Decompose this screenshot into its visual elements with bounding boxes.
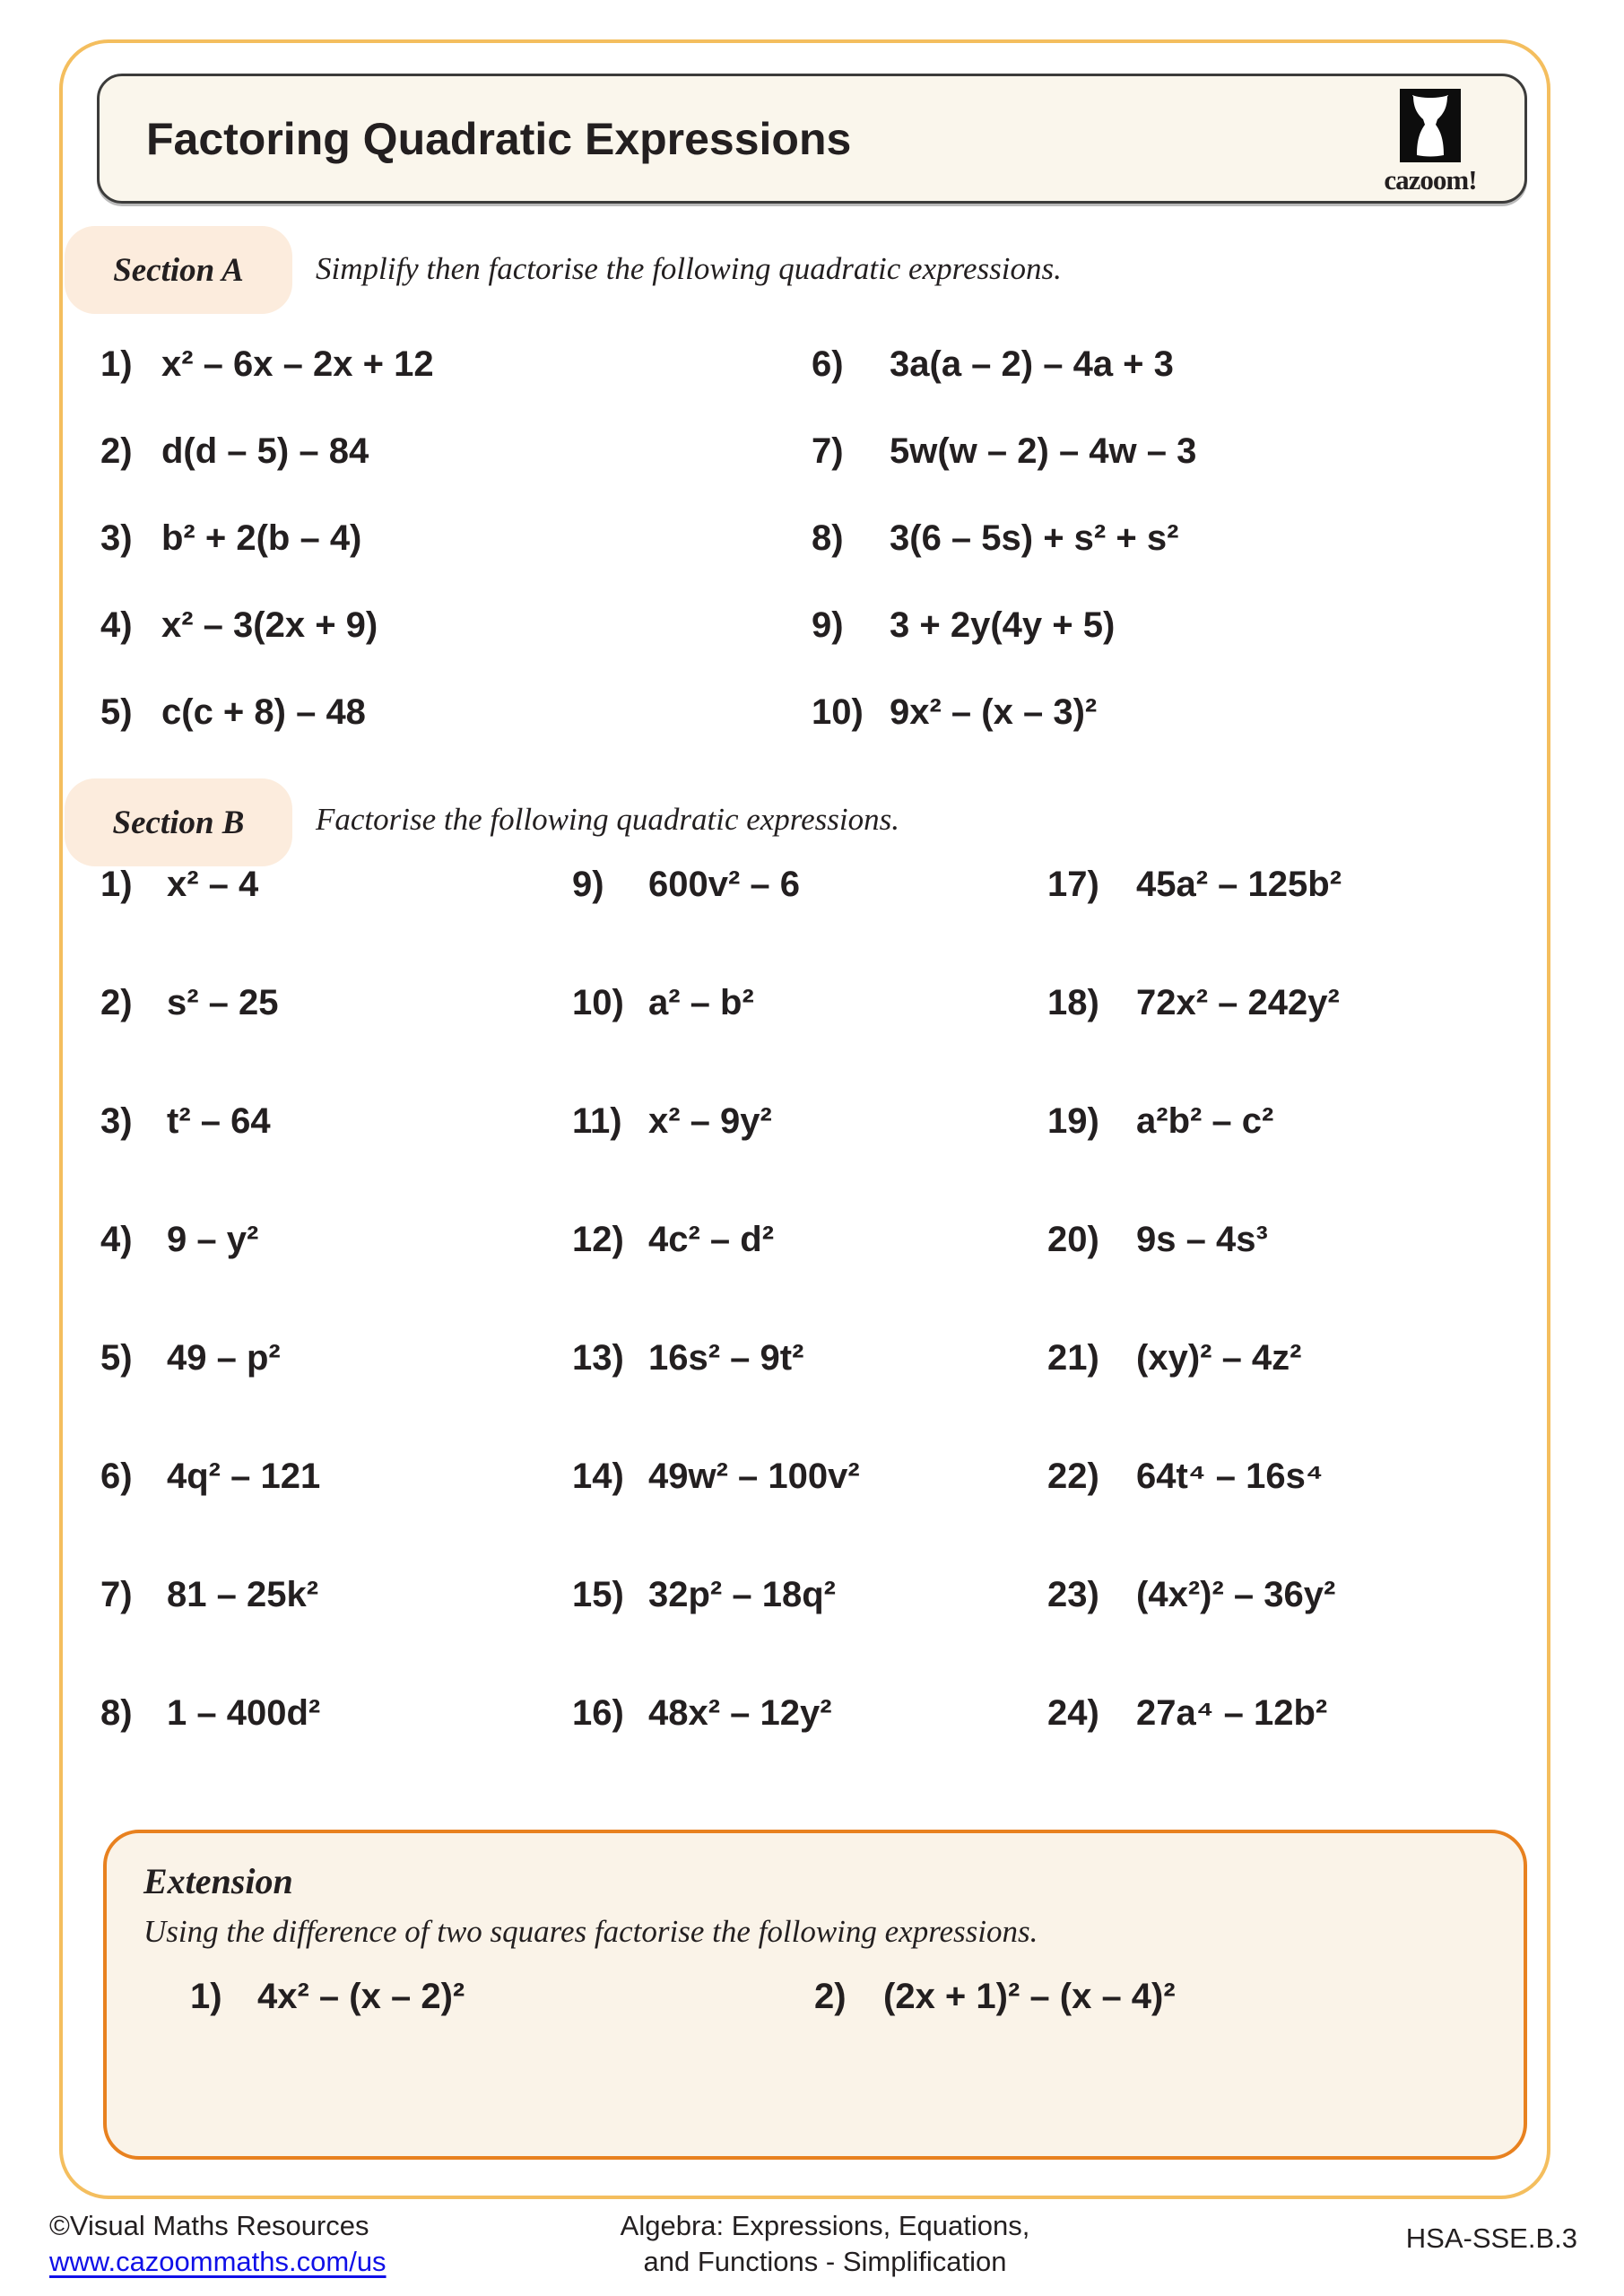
footer-standard-code: HSA-SSE.B.3 xyxy=(1405,2222,1577,2254)
problem-row xyxy=(1047,1337,1342,1456)
problem-number: 6) xyxy=(100,1457,133,1496)
section-b-label: Section B xyxy=(65,778,292,866)
problem-expression: (2x + 1)² – (x – 4)² xyxy=(883,1977,1176,2016)
cazoom-drum-icon xyxy=(1400,89,1461,162)
problem-row xyxy=(100,344,434,430)
problem-number: 1) xyxy=(100,344,133,384)
problem-expression: 9 – y² xyxy=(167,1220,259,1259)
problem-number: 4) xyxy=(100,605,133,645)
footer-topic-line2: and Functions - Simplification xyxy=(643,2246,1007,2277)
problem-row xyxy=(1047,1100,1342,1219)
problem-number: 7) xyxy=(812,431,844,471)
extension-column-1 xyxy=(190,1976,465,2017)
problem-expression: a²b² – c² xyxy=(1136,1101,1274,1141)
problem-expression: 32p² – 18q² xyxy=(648,1575,836,1614)
problem-row xyxy=(100,691,434,778)
problem-expression: 27a⁴ – 12b² xyxy=(1136,1693,1328,1733)
section-a-instruction: Simplify then factorise the following quadratic expressions. xyxy=(316,251,1062,286)
problem-expression: 4q² – 121 xyxy=(167,1457,321,1496)
problem-number: 2) xyxy=(814,1977,847,2016)
problem-expression: 600v² – 6 xyxy=(648,865,801,904)
problem-number: 19) xyxy=(1047,1101,1099,1141)
problem-number: 4) xyxy=(100,1220,133,1259)
section-b-instruction: Factorise the following quadratic expressions. xyxy=(316,802,900,837)
page-title: Factoring Quadratic Expressions xyxy=(146,113,852,164)
problem-expression: 48x² – 12y² xyxy=(648,1693,832,1733)
problem-row xyxy=(812,691,1196,778)
problem-number: 17) xyxy=(1047,865,1099,904)
problem-expression: b² + 2(b – 4) xyxy=(161,518,362,558)
problem-expression: 9s – 4s³ xyxy=(1136,1220,1268,1259)
problem-row xyxy=(572,982,860,1100)
footer-topic-line1: Algebra: Expressions, Equations, xyxy=(620,2210,1030,2241)
problem-row xyxy=(812,604,1196,691)
problem-expression: s² – 25 xyxy=(167,983,279,1022)
section-a-label: Section A xyxy=(65,226,292,314)
problem-row xyxy=(1047,1456,1342,1574)
problem-expression: 3(6 – 5s) + s² + s² xyxy=(890,518,1179,558)
problem-row xyxy=(572,1219,860,1337)
problem-number: 8) xyxy=(100,1693,133,1733)
problem-expression: c(c + 8) – 48 xyxy=(161,692,366,732)
problem-row xyxy=(190,1976,465,2017)
problem-row xyxy=(100,517,434,604)
problem-number: 12) xyxy=(572,1220,624,1259)
problem-number: 14) xyxy=(572,1457,624,1496)
problem-row xyxy=(572,864,860,982)
problem-row xyxy=(572,1574,860,1692)
problem-number: 24) xyxy=(1047,1693,1099,1733)
problem-expression: 5w(w – 2) – 4w – 3 xyxy=(890,431,1197,471)
problem-number: 16) xyxy=(572,1693,624,1733)
footer-url-link[interactable]: www.cazoommaths.com/us xyxy=(49,2246,386,2277)
problem-row xyxy=(1047,1692,1342,1811)
problem-number: 1) xyxy=(100,865,133,904)
problem-row xyxy=(812,517,1196,604)
problem-row xyxy=(100,1692,320,1811)
problem-expression: 9x² – (x – 3)² xyxy=(890,692,1098,732)
problem-number: 3) xyxy=(100,1101,133,1141)
problem-number: 10) xyxy=(572,983,624,1022)
problem-number: 23) xyxy=(1047,1575,1099,1614)
problem-row xyxy=(572,1100,860,1219)
problem-expression: 16s² – 9t² xyxy=(648,1338,804,1378)
title-banner xyxy=(97,74,1527,204)
problem-number: 13) xyxy=(572,1338,624,1378)
problem-row xyxy=(1047,1574,1342,1692)
problem-row xyxy=(100,1337,320,1456)
extension-column-2 xyxy=(814,1976,1176,2017)
problem-number: 2) xyxy=(100,431,133,471)
section-b-column-1 xyxy=(100,864,320,1811)
problem-number: 21) xyxy=(1047,1338,1099,1378)
footer-topic xyxy=(556,2208,1094,2280)
problem-number: 22) xyxy=(1047,1457,1099,1496)
problem-row xyxy=(100,430,434,517)
cazoom-logo-word: cazoom! xyxy=(1384,164,1477,196)
problem-row xyxy=(572,1692,860,1811)
section-b-column-3 xyxy=(1047,864,1342,1811)
problem-number: 1) xyxy=(190,1977,222,2016)
problem-number: 5) xyxy=(100,692,133,732)
problem-expression: 4c² – d² xyxy=(648,1220,775,1259)
problem-number: 6) xyxy=(812,344,844,384)
problem-number: 20) xyxy=(1047,1220,1099,1259)
problem-expression: d(d – 5) – 84 xyxy=(161,431,369,471)
problem-number: 9) xyxy=(812,605,844,645)
problem-expression: (4x²)² – 36y² xyxy=(1136,1575,1336,1614)
problem-row xyxy=(100,1574,320,1692)
problem-row xyxy=(1047,982,1342,1100)
problem-expression: 45a² – 125b² xyxy=(1136,865,1342,904)
problem-number: 3) xyxy=(100,518,133,558)
problem-expression: 49w² – 100v² xyxy=(648,1457,860,1496)
problem-number: 5) xyxy=(100,1338,133,1378)
problem-expression: 81 – 25k² xyxy=(167,1575,319,1614)
problem-row xyxy=(572,1456,860,1574)
problem-expression: a² – b² xyxy=(648,983,754,1022)
problem-number: 8) xyxy=(812,518,844,558)
problem-row xyxy=(812,344,1196,430)
problem-number: 9) xyxy=(572,865,604,904)
problem-row xyxy=(100,1219,320,1337)
problem-expression: 49 – p² xyxy=(167,1338,281,1378)
footer-copyright: ©Visual Maths Resources xyxy=(49,2210,369,2241)
problem-expression: t² – 64 xyxy=(167,1101,271,1141)
problem-number: 7) xyxy=(100,1575,133,1614)
problem-expression: 1 – 400d² xyxy=(167,1693,321,1733)
section-b-column-2 xyxy=(572,864,860,1811)
section-a-column-1 xyxy=(100,344,434,778)
problem-number: 18) xyxy=(1047,983,1099,1022)
problem-expression: 3a(a – 2) – 4a + 3 xyxy=(890,344,1174,384)
problem-row xyxy=(100,982,320,1100)
extension-label: Extension xyxy=(143,1861,293,1901)
problem-expression: 4x² – (x – 2)² xyxy=(257,1977,465,2016)
footer-credit xyxy=(49,2208,386,2280)
problem-expression: 72x² – 242y² xyxy=(1136,983,1340,1022)
problem-row xyxy=(572,1337,860,1456)
problem-number: 11) xyxy=(572,1101,622,1141)
problem-number: 10) xyxy=(812,692,864,732)
section-a-column-2 xyxy=(812,344,1196,778)
problem-expression: x² – 9y² xyxy=(648,1101,772,1141)
problem-expression: 3 + 2y(4y + 5) xyxy=(890,605,1116,645)
problem-row xyxy=(100,1456,320,1574)
problem-expression: x² – 6x – 2x + 12 xyxy=(161,344,434,384)
problem-number: 2) xyxy=(100,983,133,1022)
problem-row xyxy=(1047,1219,1342,1337)
extension-instruction: Using the difference of two squares factorise the following expressions. xyxy=(143,1914,1038,1949)
problem-row xyxy=(812,430,1196,517)
problem-expression: x² – 3(2x + 9) xyxy=(161,605,378,645)
problem-row xyxy=(100,1100,320,1219)
problem-row xyxy=(814,1976,1176,2017)
cazoom-logo xyxy=(1363,89,1498,196)
problem-number: 15) xyxy=(572,1575,624,1614)
problem-row xyxy=(100,604,434,691)
problem-expression: 64t⁴ – 16s⁴ xyxy=(1136,1457,1324,1496)
problem-row xyxy=(1047,864,1342,982)
problem-row xyxy=(100,864,320,982)
problem-expression: (xy)² – 4z² xyxy=(1136,1338,1302,1378)
problem-expression: x² – 4 xyxy=(167,865,259,904)
